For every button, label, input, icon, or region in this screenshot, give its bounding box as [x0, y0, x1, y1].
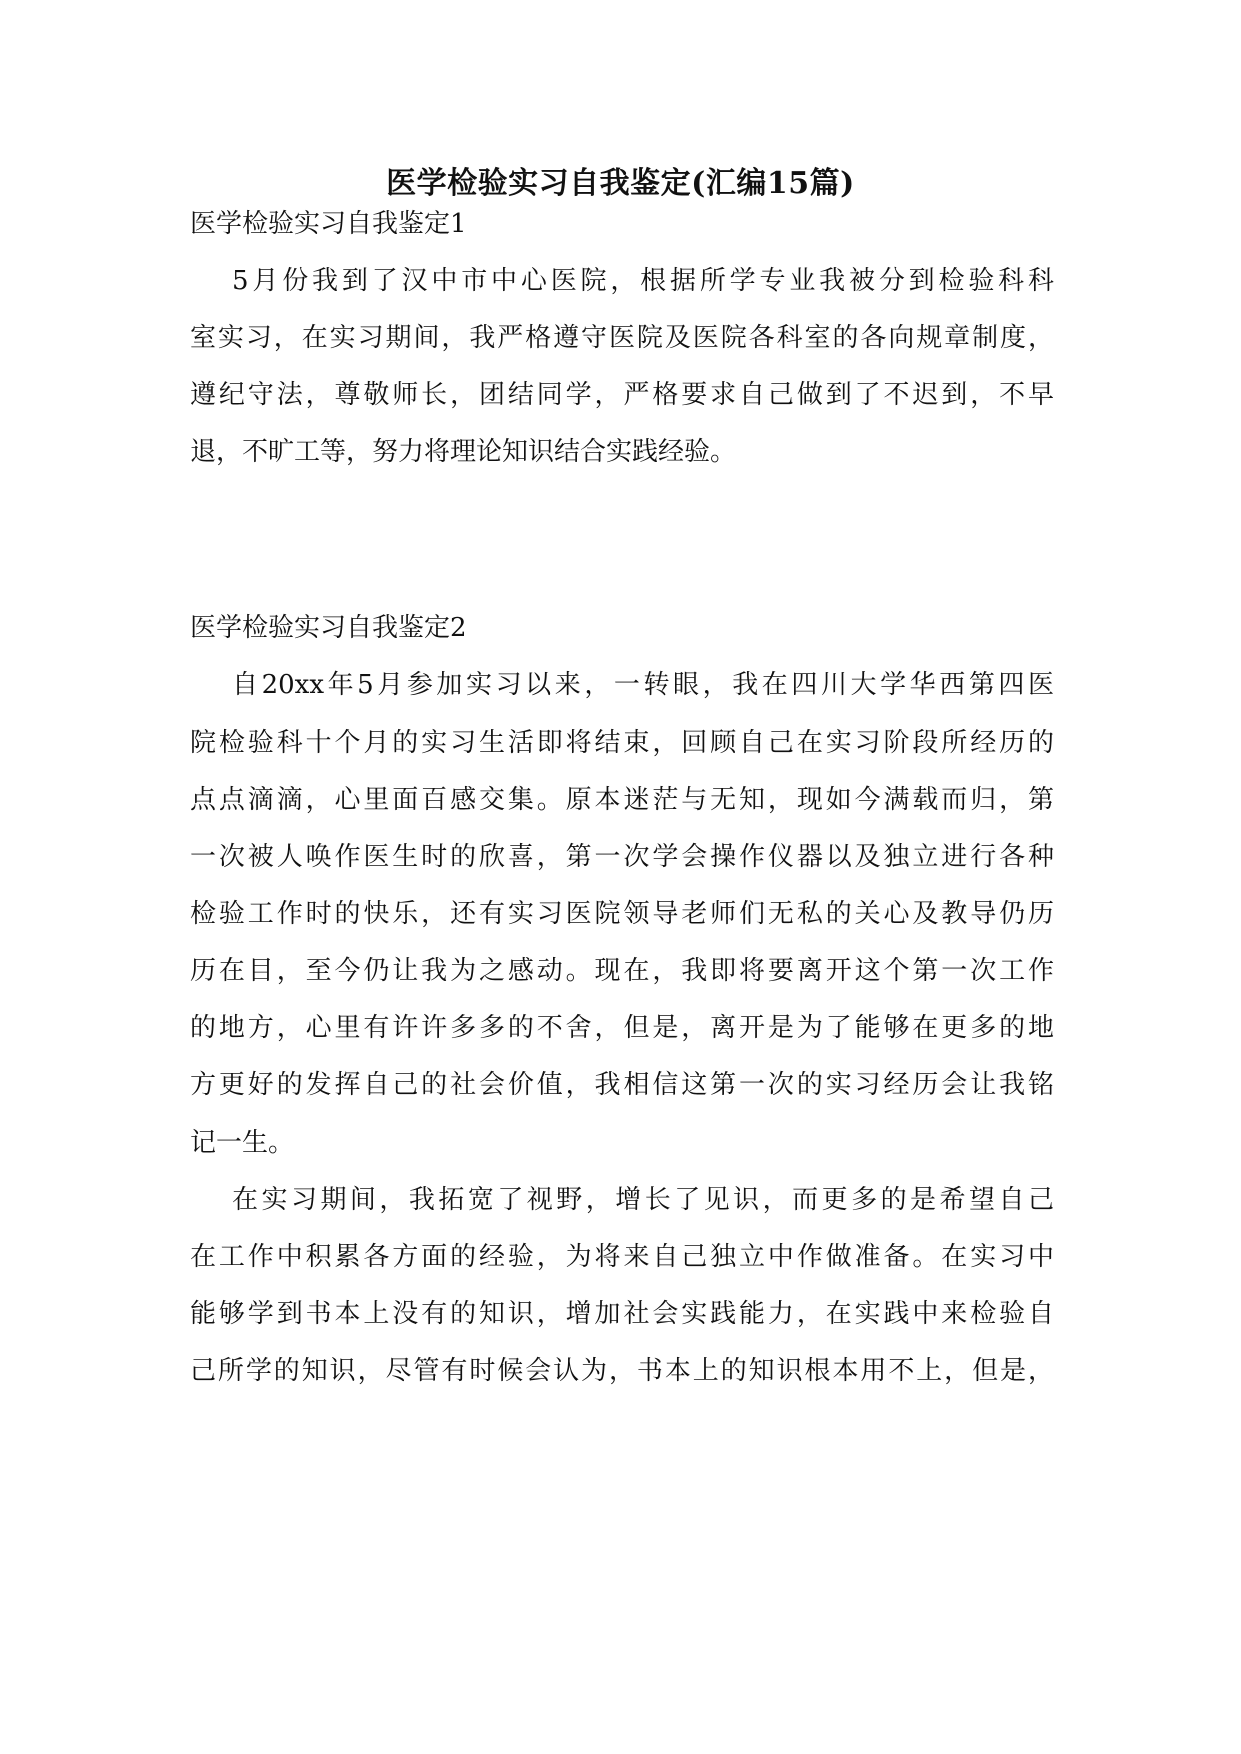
paragraph-line: 院检验科十个月的实习生活即将结束，回顾自己在实习阶段所经历的	[190, 728, 1054, 758]
paragraph-line: 方更好的发挥自己的社会价值，我相信这第一次的实习经历会让我铭	[190, 1070, 1054, 1100]
paragraph-line: 记一生。	[190, 1128, 295, 1158]
document-title: 医学检验实习自我鉴定(汇编15篇)	[386, 166, 855, 201]
paragraph-line: 在实习期间，我拓宽了视野，增长了见识，而更多的是希望自己	[232, 1185, 1054, 1215]
paragraph-line: 5月份我到了汉中市中心医院，根据所学专业我被分到检验科科	[232, 266, 1054, 296]
paragraph-line: 历在目，至今仍让我为之感动。现在，我即将要离开这个第一次工作	[190, 956, 1054, 986]
paragraph-line: 在工作中积累各方面的经验，为将来自己独立中作做准备。在实习中	[190, 1242, 1054, 1272]
paragraph-line: 检验工作时的快乐，还有实习医院领导老师们无私的关心及教导仍历	[190, 899, 1054, 929]
paragraph-line: 室实习，在实习期间，我严格遵守医院及医院各科室的各向规章制度，	[190, 323, 1054, 353]
paragraph-line: 自20xx年5月参加实习以来，一转眼，我在四川大学华西第四医	[232, 670, 1054, 700]
section-heading-2: 医学检验实习自我鉴定2	[190, 613, 467, 643]
paragraph-line: 的地方，心里有许许多多的不舍，但是，离开是为了能够在更多的地	[190, 1013, 1054, 1043]
paragraph-line: 点点滴滴，心里面百感交集。原本迷茫与无知，现如今满载而归，第	[190, 785, 1054, 815]
paragraph-line: 退，不旷工等，努力将理论知识结合实践经验。	[190, 437, 737, 467]
paragraph-line: 能够学到书本上没有的知识，增加社会实践能力，在实践中来检验自	[190, 1299, 1054, 1329]
section-heading-1: 医学检验实习自我鉴定1	[190, 209, 467, 239]
paragraph-line: 己所学的知识，尽管有时候会认为，书本上的知识根本用不上，但是，	[190, 1356, 1054, 1386]
paragraph-line: 一次被人唤作医生时的欣喜，第一次学会操作仪器以及独立进行各种	[190, 842, 1054, 872]
paragraph-line: 遵纪守法，尊敬师长，团结同学，严格要求自己做到了不迟到，不早	[190, 380, 1054, 410]
